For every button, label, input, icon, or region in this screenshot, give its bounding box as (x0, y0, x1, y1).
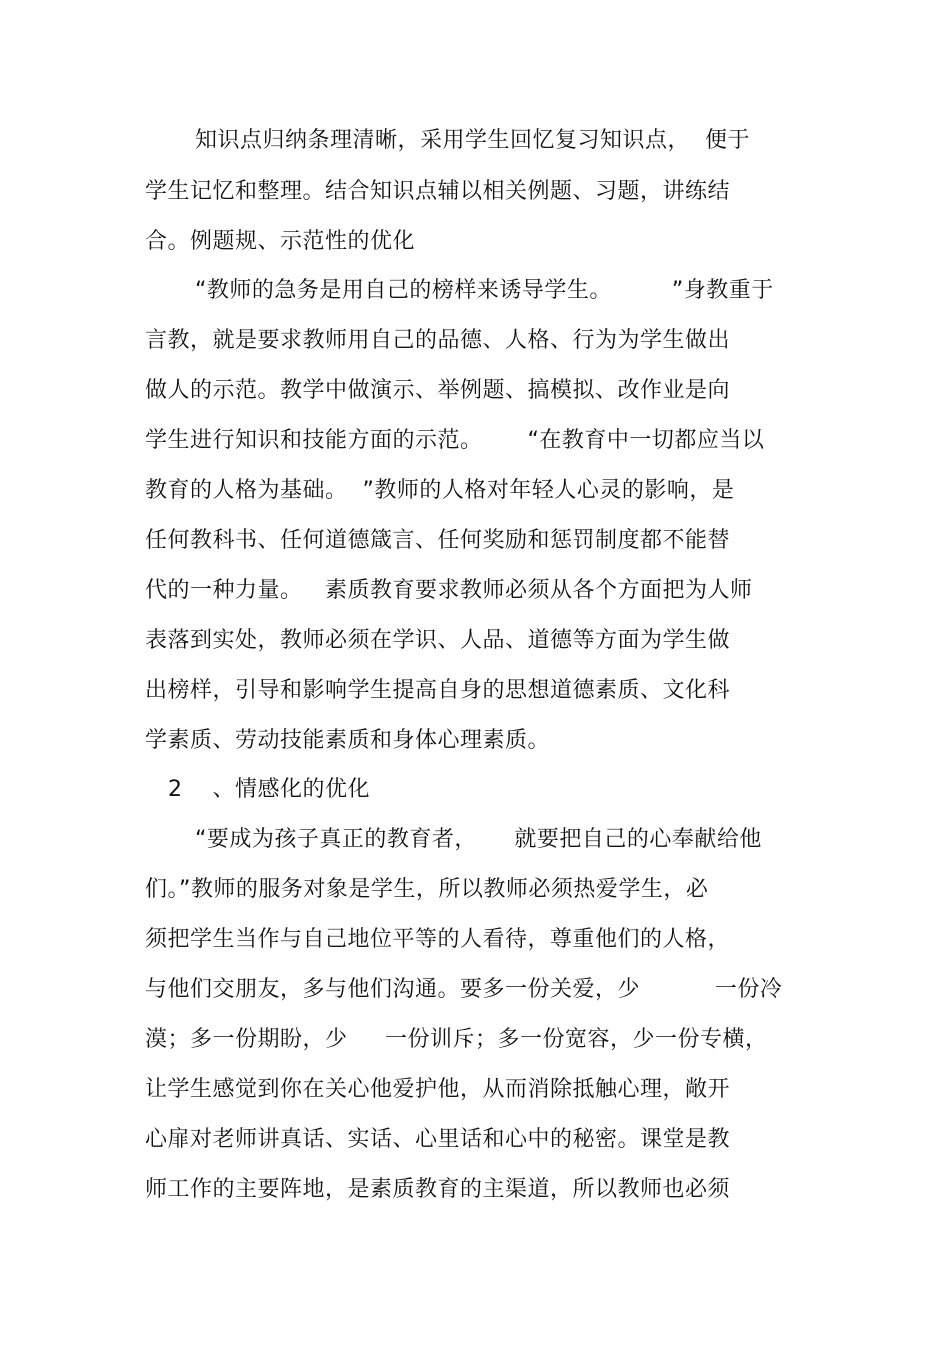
text-line: 须把学生当作与自己地位平等的人看待，尊重他们的人格， (145, 927, 731, 952)
text-line: 知识点归纳条理清晰，采用学生回忆复习知识点， 便于 (195, 128, 750, 153)
text-line: 代的一种力量。 素质教育要求教师必须从各个方面把为人师 (145, 578, 753, 603)
section-heading: 2 、情感化的优化 (168, 777, 370, 802)
text-line: 任何教科书、任何道德箴言、任何奖励和惩罚制度都不能替 (145, 528, 731, 553)
text-line: 们。”教师的服务对象是学生，所以教师必须热爱学生，必 (145, 877, 709, 902)
text-line: 心扉对老师讲真话、实话、心里话和心中的秘密。课堂是教 (145, 1127, 731, 1152)
text-line: “教师的急务是用自己的榜样来诱导学生。 ”身教重于 (195, 278, 774, 303)
text-line: 让学生感觉到你在关心他爱护他，从而消除抵触心理，敞开 (145, 1077, 731, 1102)
text-line: 学生记忆和整理。结合知识点辅以相关例题、习题，讲练结 (145, 179, 731, 204)
text-line: 漠；多一份期盼，少 一份训斥；多一份宽容，少一份专横， (145, 1027, 768, 1052)
text-line: 与他们交朋友，多与他们沟通。要多一份关爱，少 一份冷 (145, 977, 783, 1002)
text-line: 师工作的主要阵地，是素质教育的主渠道，所以教师也必须 (145, 1177, 731, 1202)
text-line: “要成为孩子真正的教育者， 就要把自己的心奉献给他 (195, 827, 762, 852)
text-line: 学生进行知识和技能方面的示范。 “在教育中一切都应当以 (145, 428, 765, 453)
text-line: 表落到实处，教师必须在学识、人品、道德等方面为学生做 (145, 628, 731, 653)
text-line: 学素质、劳动技能素质和身体心理素质。 (145, 728, 551, 753)
text-line: 教育的人格为基础。 ”教师的人格对年轻人心灵的影响，是 (145, 478, 735, 503)
text-line: 合。例题规、示范性的优化 (145, 229, 416, 254)
text-line: 言教，就是要求教师用自己的品德、人格、行为为学生做出 (145, 328, 731, 353)
text-line: 做人的示范。教学中做演示、举例题、搞模拟、改作业是向 (145, 378, 731, 403)
text-line: 出榜样，引导和影响学生提高自身的思想道德素质、文化科 (145, 678, 731, 703)
